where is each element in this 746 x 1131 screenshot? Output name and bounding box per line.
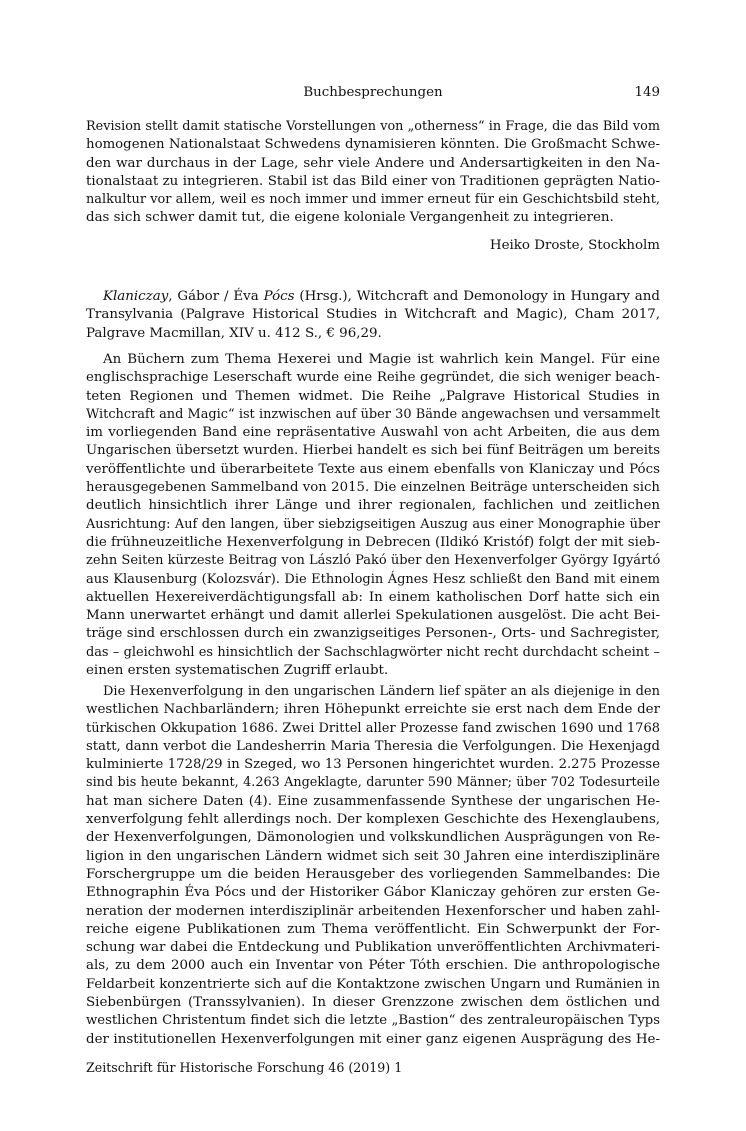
text-line: türkischen Okkupation 1686. Zwei Drittel aller Prozesse fand zwischen 1690 und 1768 — [86, 720, 660, 736]
citation-line: Transylvania (Palgrave Historical Studies in Witchcraft and Magic), Cham 2017, — [86, 307, 660, 323]
text-line: Ausrichtung: Auf den langen, über siebzigseitigen Auszug aus einer Monographie über — [86, 516, 660, 532]
text-line: reiche eigene Publikationen zum Thema veröffentlicht. Ein Schwerpunkt der For- — [86, 921, 660, 937]
text-line: das – gleichwohl es hinsichtlich der Sachschlagwörter nicht recht durchdacht scheint – — [86, 644, 660, 660]
page-number: 149 — [634, 85, 660, 100]
text-line: hat man sichere Daten (4). Eine zusammenfassende Synthese der ungarischen He- — [86, 793, 660, 809]
text-line: xenverfolgung fehlt allerdings noch. Der komplexen Geschichte des Hexenglaubens, — [86, 812, 660, 828]
text-line: zehn Seiten kürzeste Beitrag von László Pakó über den Hexenverfolger György Igyártó — [86, 553, 661, 569]
journal-footer: Zeitschrift für Historische Forschung 46 (2019) 1 — [86, 1060, 403, 1075]
text-line: statt, dann verbot die Landesherrin Maria Theresia die Verfolgungen. Die Hexenjagd — [86, 738, 660, 754]
text-line: aus Klausenburg (Kolozsvár). Die Ethnologin Ágnes Hesz schließt den Band mit einem — [86, 571, 660, 587]
text-line: Feldarbeit konzentrierte sich auf die Kontaktzone zwischen Ungarn und Rumänien in — [86, 976, 660, 992]
text-line: An Büchern zum Thema Hexerei und Magie ist wahrlich kein Mangel. Für eine — [103, 352, 660, 367]
text-line: den war durchaus in der Lage, sehr viele Andere und Andersartigkeiten in den Na- — [86, 155, 660, 171]
citation-line — [86, 288, 660, 306]
text-line: kulminierte 1728/29 in Szeged, wo 13 Personen hingerichtet wurden. 2.275 Prozesse — [86, 757, 660, 773]
review-paragraph-1 — [86, 351, 660, 680]
text-line: als, zu dem 2000 auch ein Inventar von Péter Tóth erschien. Die anthropologische — [86, 958, 660, 974]
review-signature: Heiko Droste, Stockholm — [489, 238, 660, 253]
text-line: der Hexenverfolgungen, Dämonologien und volkskundlichen Ausprägungen von Re- — [86, 830, 660, 846]
text-line: teten Regionen und Themen widmet. Die Reihe „Palgrave Historical Studies in — [86, 388, 660, 404]
text-line: englischsprachige Leserschaft wurde eine Reihe gegründet, die sich weniger beach- — [86, 370, 660, 386]
text-line: nalkultur vor allem, weil es noch immer und immer erneut für ein Geschichtsbild steht, — [86, 192, 660, 208]
author-surname: Klaniczay — [103, 289, 169, 304]
text-line: ligion in den ungarischen Ländern widmet sich seit 30 Jahren eine interdisziplinäre — [86, 848, 660, 864]
citation-line: Palgrave Macmillan, XIV u. 412 S., € 96,29. — [86, 325, 382, 341]
text-line: sind bis heute bekannt, 4.263 Angeklagte, darunter 590 Männer; über 702 Todesurteile — [86, 775, 660, 791]
text-line: Witchcraft and Magic“ ist inzwischen auf über 30 Bände angewachsen und versammelt — [86, 406, 660, 422]
text-line: tionalstaat zu integrieren. Stabil ist das Bild einer von Traditionen geprägten Natio- — [86, 173, 660, 189]
text-line: Mann unerwartet erhängt und damit allerlei Spekulationen ausgelöst. Die acht Bei- — [86, 608, 660, 624]
text-line: veröffentlichte und überarbeitete Texte aus einem ebenfalls von Klaniczay und Pócs — [86, 461, 660, 477]
text-line: Forschergruppe um die beiden Herausgeber des vorliegenden Sammelbandes: Die — [86, 866, 660, 882]
text-line: Ungarischen übersetzt wurden. Hierbei handelt es sich bei fünf Beiträgen um bereits — [86, 443, 660, 459]
text-line: Siebenbürgen (Transsylvanien). In dieser Grenzzone zwischen dem östlichen und — [86, 995, 660, 1011]
text-line: homogenen Nationalstaat Schwedens dynamisieren könnten. Die Großmacht Schwe- — [86, 137, 660, 153]
text-line: Die Hexenverfolgung in den ungarischen Ländern lief später an als diejenige in den — [103, 684, 660, 699]
text-line: der institutionellen Hexenverfolgungen mit einer ganz eigenen Ausprägung des He- — [86, 1031, 660, 1047]
text-line: westlichen Nachbarländern; ihren Höhepunkt erreichte sie erst nach dem Ende der — [86, 702, 660, 718]
text-line: neration der modernen interdisziplinär arbeitenden Hexenforscher und haben zahl- — [86, 903, 660, 919]
citation-title: (Hrsg.), Witchcraft and Demonology in Hungary and — [294, 289, 660, 304]
review-citation — [86, 288, 660, 343]
text-line: im vorliegenden Band eine repräsentative Auswahl von acht Arbeiten, die aus dem — [86, 425, 660, 441]
continuation-paragraph — [86, 118, 660, 228]
author-surname: Pócs — [263, 289, 295, 304]
running-head — [86, 83, 660, 103]
author-names: , Gábor / Éva — [168, 289, 264, 304]
text-line: träge sind erschlossen durch ein zwanzigseitiges Personen-, Orts- und Sachregister, — [86, 626, 660, 642]
text-line: Ethnographin Éva Pócs und der Historiker Gábor Klaniczay gehören zur ersten Ge- — [86, 885, 660, 901]
text-line: einen ersten systematischen Zugriff erlaubt. — [86, 663, 389, 679]
text-line: westlichen Christentum findet sich die letzte „Bastion“ des zentraleuropäischen Typs — [86, 1013, 660, 1029]
text-line: deutlich hinsichtlich ihrer Länge und ihrer regionalen, fachlichen und zeitlichen — [86, 498, 660, 514]
text-line: das sich schwer damit tut, die eigene koloniale Vergangenheit zu integrieren. — [86, 210, 614, 226]
text-line: die frühneuzeitliche Hexenverfolgung in Debrecen (Ildikó Kristóf) folgt der mit sieb- — [86, 534, 660, 550]
section-title: Buchbesprechungen — [303, 85, 443, 100]
text-line: Revision stellt damit statische Vorstellungen von „otherness“ in Frage, die das Bild vom — [86, 119, 660, 134]
text-line: herausgegebenen Sammelband von 2015. Die einzelnen Beiträge unterscheiden sich — [86, 480, 660, 496]
text-line: aktuellen Hexereiverdächtigungsfall ab: In einem katholischen Dorf hatte sich ein — [86, 589, 660, 605]
text-line: schung war dabei die Entdeckung und Publikation unveröffentlichten Archivmateri- — [86, 940, 660, 956]
review-paragraph-2 — [86, 683, 660, 1049]
